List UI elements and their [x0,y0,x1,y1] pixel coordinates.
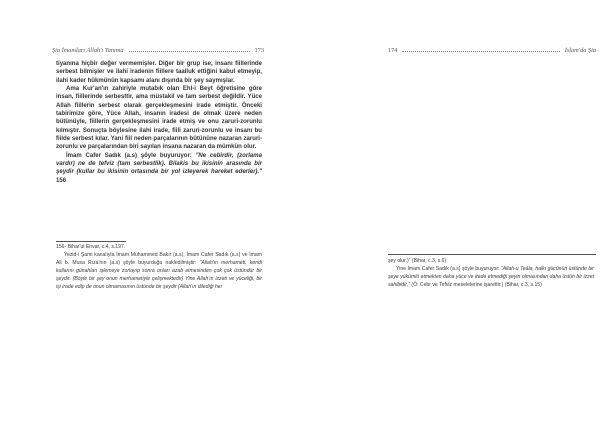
left-running-header [52,44,264,56]
left-footnotes [56,244,262,291]
footnote-rule [388,254,596,255]
quote-text: "Ne cebirdir, (zorlama vardır) ne de tefviz (tam serbestlik). Bilakis bu ikisinin arasında bir şeydir (kullar bu ikisinin ortasında bir yol izleyerek hareket ederler)." [56,152,263,176]
quote-lead: İmam Cafer Sadık (a.s) şöyle buyuruyor: [66,152,196,159]
footnote: 156- Bihar'ul Envar, c.4, s.197. [56,244,126,250]
footnote-quote: "Allah-u Teâla, halkı gücünün üstünde bir şeye yükümlü etmekten daha yüce ve irade etmediği şeyin olmasından daha üstün bir izzet sahibidir." [388,265,594,288]
right-page [300,0,600,424]
footnote [388,266,594,290]
footnote-text: (Ö: Cebr ve Tefviz meselelerine işarettir.) (Bihar, c.3, s.15) [410,281,542,288]
paragraph: Ama Kur'an'ın zahiriyle mutabık olan Ehl-i Beyt öğretisine göre insan, fiillerinde serbesttir, ama müstakil ve tam serbest değildir. Yüce Allah fiillerin serbest olarak gerçekleşmesini irade etmiştir. Önceki tabirimize göre, Yüce Allah, insanın iradesi de olmak üzere neden bütünüyle, fiillerin gerçekleşmesini irade etmiş ve onu zaruri-zorunlu kılmıştır. Sonuçta böylesine ilahi irade, fiili zaruri-zorunlu ve insanı bu fiilde serbest kılar. Yani fiil neden parçalarının bütününe nazaran zaruri-zorunlu ve parçalarından biri sayılan insana nazaran da mümkün olur. [56,86,262,151]
footnote: şey olur.)" (Bihar, c.3, s.6) [388,258,447,264]
footnote-quote: "Allah'ın merhameti, kendi kullarını günahları işlemeye zorlayıp sonra onları azab etmesinden çok çok üstündür bir şeydir. (Böyle bir şey onun merhametiyle çelişmektedir) Yine Allah'ın izzeti ve yüceliği, bir işi irade edip de onun olmamasının üstünde bir şeydir (Allah'ın dilediği her [56,259,262,290]
left-body-text [56,60,262,185]
right-footnotes [388,258,594,290]
paragraph: tiyanına hiçbir değer vermemişler. Diğer bir grup ise, insanı fiillerinde serbest bilmişler ve ilahi iradenin fiillere taalluk ettiğini kabul etmeyip, ilahi kader hükmünün kapsamı alanı dışında bir şey saymışlar. [56,61,262,84]
header-leader-dots [402,51,559,52]
right-page-number: 174 [388,46,398,54]
footnote [56,252,262,292]
right-running-header [388,44,596,56]
right-header-title: İslam'da Şia [564,46,596,54]
footnote-text: Yine İmam Cafer Sadık (a.s) şöyle buyuruyor: [396,265,501,272]
paragraph [56,152,262,185]
footnote-text: Yezid-i Şami kanalıyla İmam Muhammed Bakır (a.s), İmam Cafer Sadık (a.s) ve İmam Ali b. Musa Rıza'nın (a.s) şöyle buyurduğu nakledilmiştir: [56,251,262,266]
left-page-number: 173 [254,46,264,54]
header-leader-dots [129,51,250,52]
left-header-title: Şia İmamları Allah'ı Tanıma [52,46,124,54]
footnote-ref: 156 [56,177,67,184]
footnote-rule [56,241,126,242]
